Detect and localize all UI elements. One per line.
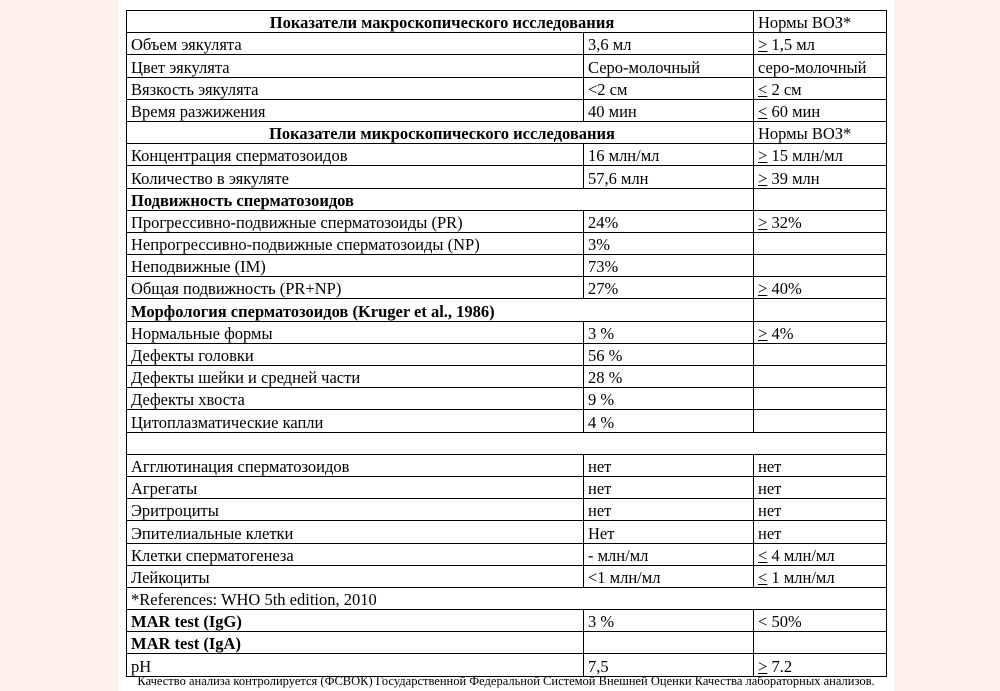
result-value: нет: [584, 476, 754, 498]
norm-value: нет: [758, 501, 782, 521]
result-value: нет: [584, 454, 754, 476]
norm-value: нет: [758, 456, 782, 476]
norm-sign: >: [758, 35, 768, 55]
result-value: 4 %: [584, 410, 754, 432]
section-title: Показатели макроскопического исследования: [127, 11, 754, 33]
norm-sign: >: [758, 168, 768, 188]
norm-cell: [754, 454, 887, 476]
table-row: [127, 277, 887, 299]
norm-cell: [754, 654, 887, 676]
norm-value: 32%: [767, 212, 802, 232]
norm-sign: >: [758, 323, 768, 343]
table-row: [127, 654, 887, 676]
parameter-label: Объем эякулята: [127, 33, 584, 55]
norm-header: Нормы ВОЗ*: [754, 11, 887, 33]
norm-cell: [754, 565, 887, 587]
norm-cell: [754, 410, 887, 432]
norm-cell: [754, 543, 887, 565]
norm-sign: <: [758, 545, 768, 565]
norm-sign: <: [758, 567, 768, 587]
parameter-label: Агрегаты: [127, 476, 584, 498]
parameter-label: Неподвижные (IM): [127, 255, 584, 277]
result-value: 16 млн/мл: [584, 144, 754, 166]
spacer-row: [127, 432, 887, 454]
quality-control-footer: Качество анализа контролируется (ФСВОК) Государственной Федеральной Системой Внешней Оценки Качества лабораторных анализов.: [137, 674, 875, 688]
norm-value: 15 млн/мл: [767, 146, 843, 166]
norm-cell: [754, 366, 887, 388]
table-row: [127, 521, 887, 543]
norm-cell: [754, 166, 887, 188]
norm-value: 4 млн/мл: [767, 545, 835, 565]
norm-value: 39 млн: [767, 168, 820, 188]
norm-cell: [754, 277, 887, 299]
result-value: 28 %: [584, 366, 754, 388]
norm-cell: [754, 476, 887, 498]
norm-sign: >: [758, 279, 768, 299]
result-value: Нет: [584, 521, 754, 543]
parameter-label: Прогрессивно-подвижные сперматозоиды (PR): [127, 210, 584, 232]
table-row: [127, 77, 887, 99]
norm-cell: [754, 144, 887, 166]
subsection-title: Морфология сперматозоидов (Kruger et al., 1986): [127, 299, 754, 321]
parameter-label: Дефекты шейки и средней части: [127, 366, 584, 388]
mar-igg-row: [127, 610, 887, 632]
mar-iga-norm: [754, 632, 887, 654]
section-title: Показатели микроскопического исследования: [127, 121, 754, 143]
result-value: 57,6 млн: [584, 166, 754, 188]
table-row: [127, 476, 887, 498]
table-row: [127, 388, 887, 410]
table-row: [127, 210, 887, 232]
parameter-label: Общая подвижность (PR+NP): [127, 277, 584, 299]
result-value: 24%: [584, 210, 754, 232]
parameter-label: Непрогрессивно-подвижные сперматозоиды (NP): [127, 232, 584, 254]
parameter-label: Дефекты хвоста: [127, 388, 584, 410]
result-value: 56 %: [584, 343, 754, 365]
mar-iga-label: MAR test (IgA): [127, 632, 584, 654]
table-row: [127, 55, 887, 77]
norm-sign: <: [758, 101, 768, 121]
motility-header-row: [127, 188, 887, 210]
table-row: [127, 543, 887, 565]
table-row: [127, 343, 887, 365]
table-row: [127, 454, 887, 476]
parameter-label: Концентрация сперматозоидов: [127, 144, 584, 166]
result-value: 7,5: [584, 654, 754, 676]
empty-cell: [754, 299, 887, 321]
norm-value: 1,5 мл: [767, 35, 815, 55]
norm-cell: [754, 232, 887, 254]
result-value: 3,6 мл: [584, 33, 754, 55]
norm-value: 1 млн/мл: [767, 567, 835, 587]
norm-value: серо-молочный: [758, 57, 867, 77]
norm-value: 7.2: [767, 656, 793, 676]
mar-iga-row: [127, 632, 887, 654]
table-row: [127, 232, 887, 254]
result-value: Серо-молочный: [584, 55, 754, 77]
table-row: [127, 499, 887, 521]
parameter-label: Нормальные формы: [127, 321, 584, 343]
norm-cell: [754, 210, 887, 232]
parameter-label: Лейкоциты: [127, 565, 584, 587]
result-value: 9 %: [584, 388, 754, 410]
parameter-label: Дефекты головки: [127, 343, 584, 365]
result-value: 3 %: [584, 321, 754, 343]
parameter-label: Количество в эякуляте: [127, 166, 584, 188]
norm-cell: [754, 343, 887, 365]
parameter-label: Клетки сперматогенеза: [127, 543, 584, 565]
table-row: [127, 33, 887, 55]
norm-value: 60 мин: [767, 101, 821, 121]
subsection-title: Подвижность сперматозоидов: [127, 188, 754, 210]
report-page: [118, 0, 894, 691]
norm-value: нет: [758, 523, 782, 543]
norm-cell: [754, 255, 887, 277]
references-row: [127, 587, 887, 609]
table-row: [127, 166, 887, 188]
norm-cell: [754, 321, 887, 343]
norm-cell: [754, 55, 887, 77]
result-value: - млн/мл: [584, 543, 754, 565]
parameter-label: pH: [127, 654, 584, 676]
norm-header: Нормы ВОЗ*: [754, 121, 887, 143]
table-row: [127, 321, 887, 343]
semen-analysis-table: [126, 10, 887, 677]
norm-value: нет: [758, 479, 782, 499]
norm-cell: [754, 99, 887, 121]
norm-sign: <: [758, 79, 768, 99]
result-value: 27%: [584, 277, 754, 299]
table-row: [127, 410, 887, 432]
parameter-label: Агглютинация сперматозоидов: [127, 454, 584, 476]
parameter-label: Эритроциты: [127, 499, 584, 521]
mar-iga-value: [584, 632, 754, 654]
result-value: 3%: [584, 232, 754, 254]
norm-sign: >: [758, 146, 768, 166]
norm-value: 4%: [767, 323, 794, 343]
mar-igg-value: 3 %: [584, 610, 754, 632]
parameter-label: Цвет эякулята: [127, 55, 584, 77]
table-row: [127, 99, 887, 121]
norm-sign: >: [758, 656, 768, 676]
result-value: 73%: [584, 255, 754, 277]
norm-sign: >: [758, 212, 768, 232]
norm-cell: [754, 499, 887, 521]
empty-cell: [127, 432, 887, 454]
table-row: [127, 255, 887, 277]
result-value: <1 млн/мл: [584, 565, 754, 587]
norm-cell: [754, 77, 887, 99]
micro-header-row: [127, 121, 887, 143]
result-value: нет: [584, 499, 754, 521]
macro-header-row: [127, 11, 887, 33]
table-row: [127, 366, 887, 388]
empty-cell: [754, 188, 887, 210]
result-value: <2 см: [584, 77, 754, 99]
norm-cell: [754, 33, 887, 55]
table-row: [127, 565, 887, 587]
morphology-header-row: [127, 299, 887, 321]
parameter-label: Эпителиальные клетки: [127, 521, 584, 543]
parameter-label: Вязкость эякулята: [127, 77, 584, 99]
result-value: 40 мин: [584, 99, 754, 121]
norm-value: 40%: [767, 279, 802, 299]
mar-igg-label: MAR test (IgG): [127, 610, 584, 632]
norm-cell: [754, 521, 887, 543]
norm-value: 2 см: [767, 79, 802, 99]
table-row: [127, 144, 887, 166]
parameter-label: Время разжижения: [127, 99, 584, 121]
parameter-label: Цитоплазматические капли: [127, 410, 584, 432]
mar-igg-norm: < 50%: [754, 610, 887, 632]
norm-cell: [754, 388, 887, 410]
references-note: *References: WHO 5th edition, 2010: [127, 587, 887, 609]
